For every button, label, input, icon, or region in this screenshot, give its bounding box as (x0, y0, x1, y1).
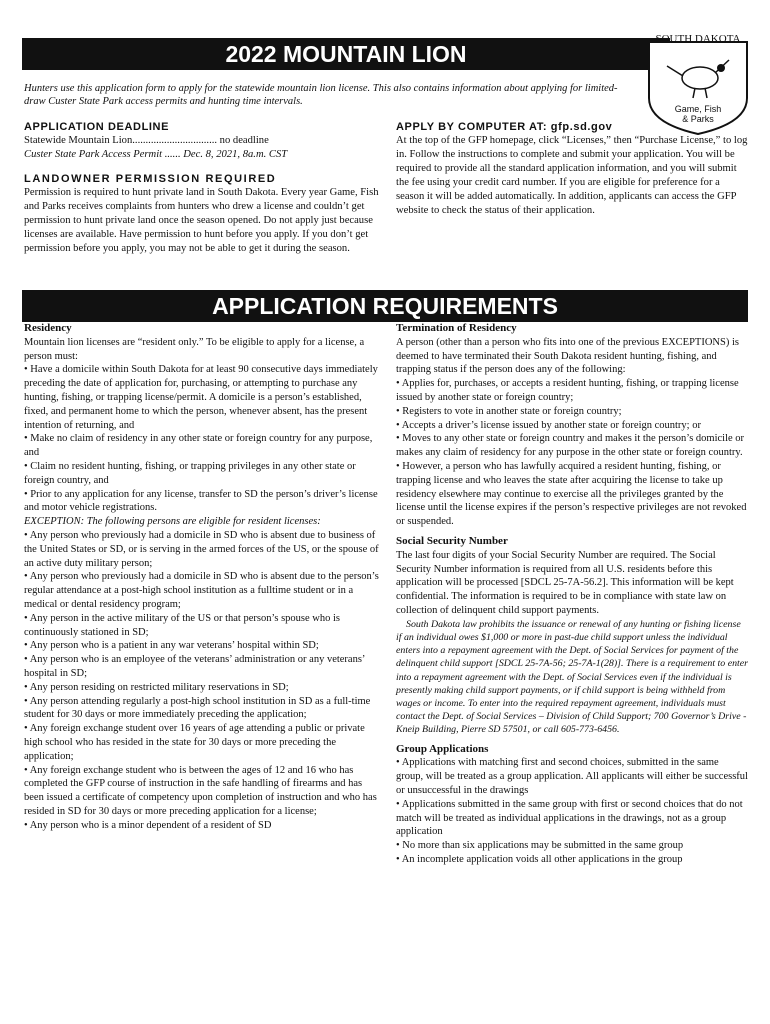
logo-bottom-text-2: & Parks (682, 114, 714, 124)
exception-item: • Any person residing on restricted military reservations in SD; (24, 681, 289, 693)
logo-top-text: SOUTH DAKOTA (655, 33, 741, 45)
residency-item: • Prior to any application for any license, transfer to SD the person’s driver’s license and motor vehicle registrations. (24, 488, 378, 514)
ssn-heading: Social Security Number (396, 534, 508, 547)
termination-item: • Accepts a driver’s license issued by another state or foreign country; or (396, 419, 701, 431)
deadline-line-1: Statewide Mountain Lion................................ no deadline (24, 135, 269, 146)
landowner-heading: LANDOWNER PERMISSION REQUIRED (24, 173, 277, 185)
group-item: • Applications submitted in the same group with first or second choices that do not match will be treated as individual applications in the drawings, not as a group application (396, 798, 743, 838)
exception-item: • Any person attending regularly a post-high school institution in SD as a full-time student for 30 days or more immediately preceding the application; (24, 695, 371, 721)
residency-section (24, 322, 384, 832)
exception-item: • Any foreign exchange student who is between the ages of 12 and 16 who has completed the GFP course of instruction in the safe handling of firearms and has been issued a certificate of competency upon completion of instruction and who has resided in SD for 30 days or more preceding application for a license; (24, 764, 377, 817)
logo-bottom-text-1: Game, Fish (674, 104, 722, 114)
residency-intro: Mountain lion licenses are “resident only.” To be eligible to apply for a license, a person must: (24, 336, 365, 362)
group-item: • An incomplete application voids all other applications in the group (396, 853, 683, 865)
page-title: 2022 MOUNTAIN LION (22, 38, 670, 70)
ssn-italic-text: South Dakota law prohibits the issuance or renewal of any hunting or fishing license if an individual owes $1,000 or more in past-due child support unless the individual enters into a repayment agreement with the Dept. of Social Services for payment of the delinquent child support [SDCL 25-7A-56; 25-7A-1(28)]. There is a requirement to enter into a repayment agreement with the Dept. of Social Services even if the individual is presently making child support payments, or if child support is being withheld from wages or income. To enter into the required repayment agreement, individuals must contact the Dept. of Social Services – Division of Child Support; 700 Governor’s Drive - Kneip Building, Pierre SD 57501, or call 605-773-6456. (396, 618, 748, 736)
right-requirements-column (396, 322, 748, 867)
exception-item: • Any person who previously had a domicile in SD who is absent due to business of the United States or SD, or is serving in the armed forces of the US, or the spouse of an active duty military person; (24, 529, 379, 569)
group-heading: Group Applications (396, 742, 489, 755)
termination-item: • However, a person who has lawfully acquired a resident hunting, fishing, or trapping license and who leaves the state after acquiring the license to take up residency elsewhere may continue to exercise all the privileges granted by the license until the license expires if the person’s respective privileges are not revoked or suspended. (396, 460, 747, 528)
exception-item: • Any person in the active military of the US or that person’s spouse who is continuously stationed in SD; (24, 612, 341, 638)
termination-heading: Termination of Residency (396, 322, 517, 334)
residency-item: • Have a domicile within South Dakota for at least 90 consecutive days immediately preceding the date of application for, purchasing, or attempting to purchase any hunting, fishing, or trapping license/permit. A domicile is a person’s established, fixed, and permanent home to which the person, whenever absent, has the present intention of returning, and (24, 364, 378, 431)
computer-text: At the top of the GFP homepage, click “Licenses,” then “Purchase License,” to log in. Follow the instructions to complete and submit your application. You will be required to provide all the standard application information, and you will submit the fee using your credit card number. If you are eligible for preference for a season it will be added automatically. In addition, applicants can access the GFP website to check the status of their application. (396, 135, 748, 216)
computer-heading: APPLY BY COMPUTER AT: gfp.sd.gov (396, 121, 613, 133)
exception-item: • Any person who previously had a domicile in SD who is absent due to the person’s regular attendance at a post-high school institution as a fulltime student or in a medical or dental residency program; (24, 571, 379, 610)
residency-item: • Make no claim of residency in any other state or foreign country for any purpose, and (24, 433, 373, 459)
deadline-line-2: Custer State Park Access Permit ...... Dec. 8, 2021, 8a.m. CST (24, 149, 288, 160)
ssn-text: The last four digits of your Social Security Number are required. The Social Security Number information is required from all U.S. residents before this application will be processed [SDCL 25-7A-56.2]. This information will be kept confidential. The information is required to be in compliance with state law on collection of delinquent child support payments. (396, 549, 734, 616)
deadline-section (24, 120, 384, 256)
termination-item: • Moves to any other state or foreign country and makes it the person’s domicile or makes any claim of residency for any purpose in the other state or foreign country. (396, 433, 745, 459)
residency-heading: Residency (24, 322, 72, 334)
residency-item: • Claim no resident hunting, fishing, or trapping privileges in any other state or foreign country, and (24, 460, 356, 486)
computer-section (396, 120, 748, 218)
deadline-heading: APPLICATION DEADLINE (24, 121, 170, 133)
landowner-text: Permission is required to hunt private land in South Dakota. Every year Game, Fish and Parks receives complaints from hunters who drew a license and couldn’t get permission to hunt private land once the season opened. Do not apply just because licenses are available. Have permission to hunt before you apply. If you don’t get permission before you apply, you may not be able to get it during the season. (24, 187, 379, 254)
termination-intro: A person (other than a person who fits into one of the previous EXCEPTIONS) is deemed to have terminated their South Dakota resident hunting, fishing, and trapping status if the person does any of the following: (396, 336, 739, 376)
exception-heading: EXCEPTION: The following persons are eligible for resident licenses: (24, 516, 321, 528)
exception-item: • Any person who is a minor dependent of a resident of SD (24, 819, 272, 831)
exception-item: • Any person who is a patient in any war veterans’ hospital within SD; (24, 640, 319, 652)
exception-item: • Any foreign exchange student over 16 years of age attending a public or private high school who has resided in the state for 30 days or more preceding the application; (24, 723, 365, 762)
group-item: • No more than six applications may be submitted in the same group (396, 840, 684, 852)
group-item: • Applications with matching first and second choices, submitted in the same group, will be treated as a group application. All applicants will either be successful or unsuccessful in the drawings (396, 757, 748, 796)
intro-text: Hunters use this application form to apply for the statewide mountain lion license. This also contains information about applying for limited-draw Custer State Park access permits and hunting time intervals. (24, 83, 618, 107)
termination-item: • Registers to vote in another state or foreign country; (396, 405, 622, 417)
exception-item: • Any person who is an employee of the veterans’ administration or any veterans’ hospital in SD; (24, 654, 365, 679)
termination-item: • Applies for, purchases, or accepts a resident hunting, fishing, or trapping license issued by another state or foreign country; (396, 378, 739, 403)
requirements-title: APPLICATION REQUIREMENTS (22, 290, 748, 322)
